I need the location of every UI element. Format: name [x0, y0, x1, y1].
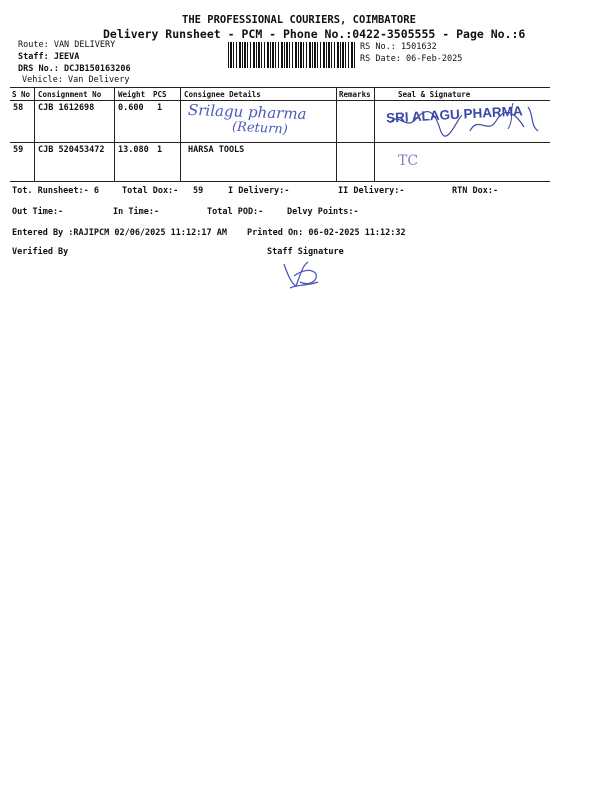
runsheet-table [10, 87, 550, 183]
company-title: THE PROFESSIONAL COURIERS, COIMBATORE [182, 14, 416, 26]
row-sno: 59 [13, 145, 24, 155]
total-pod: Total POD:- [207, 207, 264, 217]
in-time: In Time:- [113, 207, 160, 217]
row-consignment: CJB 1612698 [38, 103, 95, 113]
vehicle-label: Vehicle: Van Delivery [22, 75, 130, 85]
total-dox-value: 59 [193, 186, 204, 196]
col-header-seal: Seal & Signature [398, 90, 471, 99]
row-weight: 13.080 [118, 145, 149, 155]
col-header-consignment: Consignment No [38, 90, 102, 99]
col-header-pcs: PCS [153, 90, 167, 99]
total-dox-label: Total Dox:- [122, 186, 179, 196]
tot-runsheet: Tot. Runsheet:- 6 [12, 186, 99, 196]
row-consignment: CJB 520453472 [38, 145, 105, 155]
staff-signature-label: Staff Signature [267, 247, 344, 257]
barcode [228, 42, 356, 68]
ii-delivery: II Delivery:- [338, 186, 405, 196]
col-header-weight: Weight [118, 90, 146, 99]
row-pcs: 1 [157, 103, 163, 113]
rtn-dox: RTN Dox:- [452, 186, 499, 196]
rs-date: RS Date: 06-Feb-2025 [360, 54, 463, 64]
row-weight: 0.600 [118, 103, 144, 113]
handwritten-consignee: Srilagu pharma [187, 100, 307, 124]
i-delivery: I Delivery:- [228, 186, 290, 196]
runsheet-subtitle: Delivery Runsheet - PCM - Phone No.:0422-3505555 - Page No.:6 [103, 27, 526, 41]
row-sno: 58 [13, 103, 24, 113]
seal-signature-scribble [378, 101, 553, 141]
drs-number: DRS No.: DCJB150163206 [18, 64, 131, 74]
handwritten-mark: TC [398, 153, 419, 169]
staff-label: Staff: JEEVA [18, 52, 80, 62]
route-label: Route: VAN DELIVERY [18, 40, 116, 50]
entered-by: Entered By :RAJIPCM 02/06/2025 11:12:17 AM [12, 228, 227, 238]
company-stamp: SRI ALAGU PHARMA [385, 103, 524, 126]
staff-signature-scribble [278, 256, 328, 292]
col-header-consignee: Consignee Details [184, 90, 261, 99]
handwritten-return-note: (Return) [231, 119, 289, 138]
rs-number: RS No.: 1501632 [360, 42, 437, 52]
row-pcs: 1 [157, 145, 163, 155]
verified-by: Verified By [12, 247, 69, 257]
out-time: Out Time:- [12, 207, 64, 217]
printed-on: Printed On: 06-02-2025 11:12:32 [247, 228, 406, 238]
col-header-sno: S No [12, 90, 31, 99]
col-header-remarks: Remarks [339, 90, 371, 99]
delvy-points: Delvy Points:- [287, 207, 359, 217]
row-consignee: HARSA TOOLS [188, 145, 245, 155]
